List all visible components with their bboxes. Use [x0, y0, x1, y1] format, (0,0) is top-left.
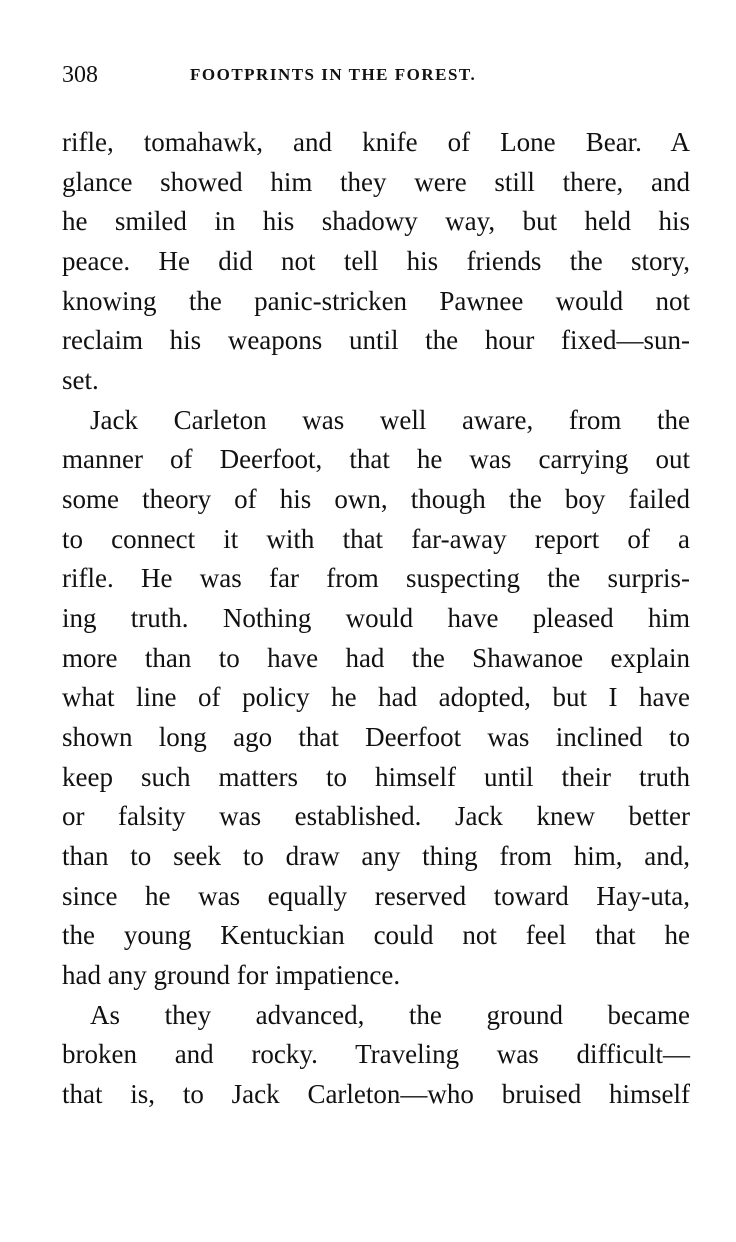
text-line: shown long ago that Deerfoot was inclined to	[62, 722, 690, 753]
text-line: he smiled in his shadowy way, but held his	[62, 206, 690, 237]
text-line: what line of policy he had adopted, but I have	[62, 682, 690, 713]
text-line: set.	[62, 365, 99, 396]
text-line: As they advanced, the ground became	[90, 999, 690, 1030]
text-line: rifle. He was far from suspecting the surpris-	[62, 563, 690, 594]
text-line: to connect it with that far-away report of a	[62, 523, 690, 554]
text-line: that is, to Jack Carleton—who bruised himself	[62, 1079, 690, 1110]
text-line: more than to have had the Shawanoe explain	[62, 642, 690, 673]
text-line: knowing the panic-stricken Pawnee would not	[62, 285, 690, 316]
text-line: Jack Carleton was well aware, from the	[90, 404, 690, 435]
running-title: FOOTPRINTS IN THE FOREST.	[190, 65, 477, 84]
text-line: ing truth. Nothing would have pleased him	[62, 603, 690, 634]
text-line: than to seek to draw any thing from him, and,	[62, 841, 690, 872]
page-number: 308	[62, 62, 98, 88]
text-line: keep such matters to himself until their truth	[62, 761, 690, 792]
text-line: or falsity was established. Jack knew better	[62, 801, 690, 832]
text-line: peace. He did not tell his friends the story,	[62, 246, 690, 276]
text-line: broken and rocky. Traveling was difficult—	[62, 1039, 690, 1070]
text-line: since he was equally reserved toward Hay-uta,	[62, 880, 690, 911]
text-line: manner of Deerfoot, that he was carrying out	[62, 444, 690, 475]
text-line: had any ground for impatience.	[62, 960, 401, 991]
text-line: glance showed him they were still there, and	[62, 166, 690, 197]
text-line: some theory of his own, though the boy failed	[62, 484, 690, 515]
text-line: rifle, tomahawk, and knife of Lone Bear. A	[62, 127, 690, 157]
text-line: the young Kentuckian could not feel that he	[62, 920, 690, 951]
text-line: reclaim his weapons until the hour fixed—sun-	[62, 325, 690, 356]
